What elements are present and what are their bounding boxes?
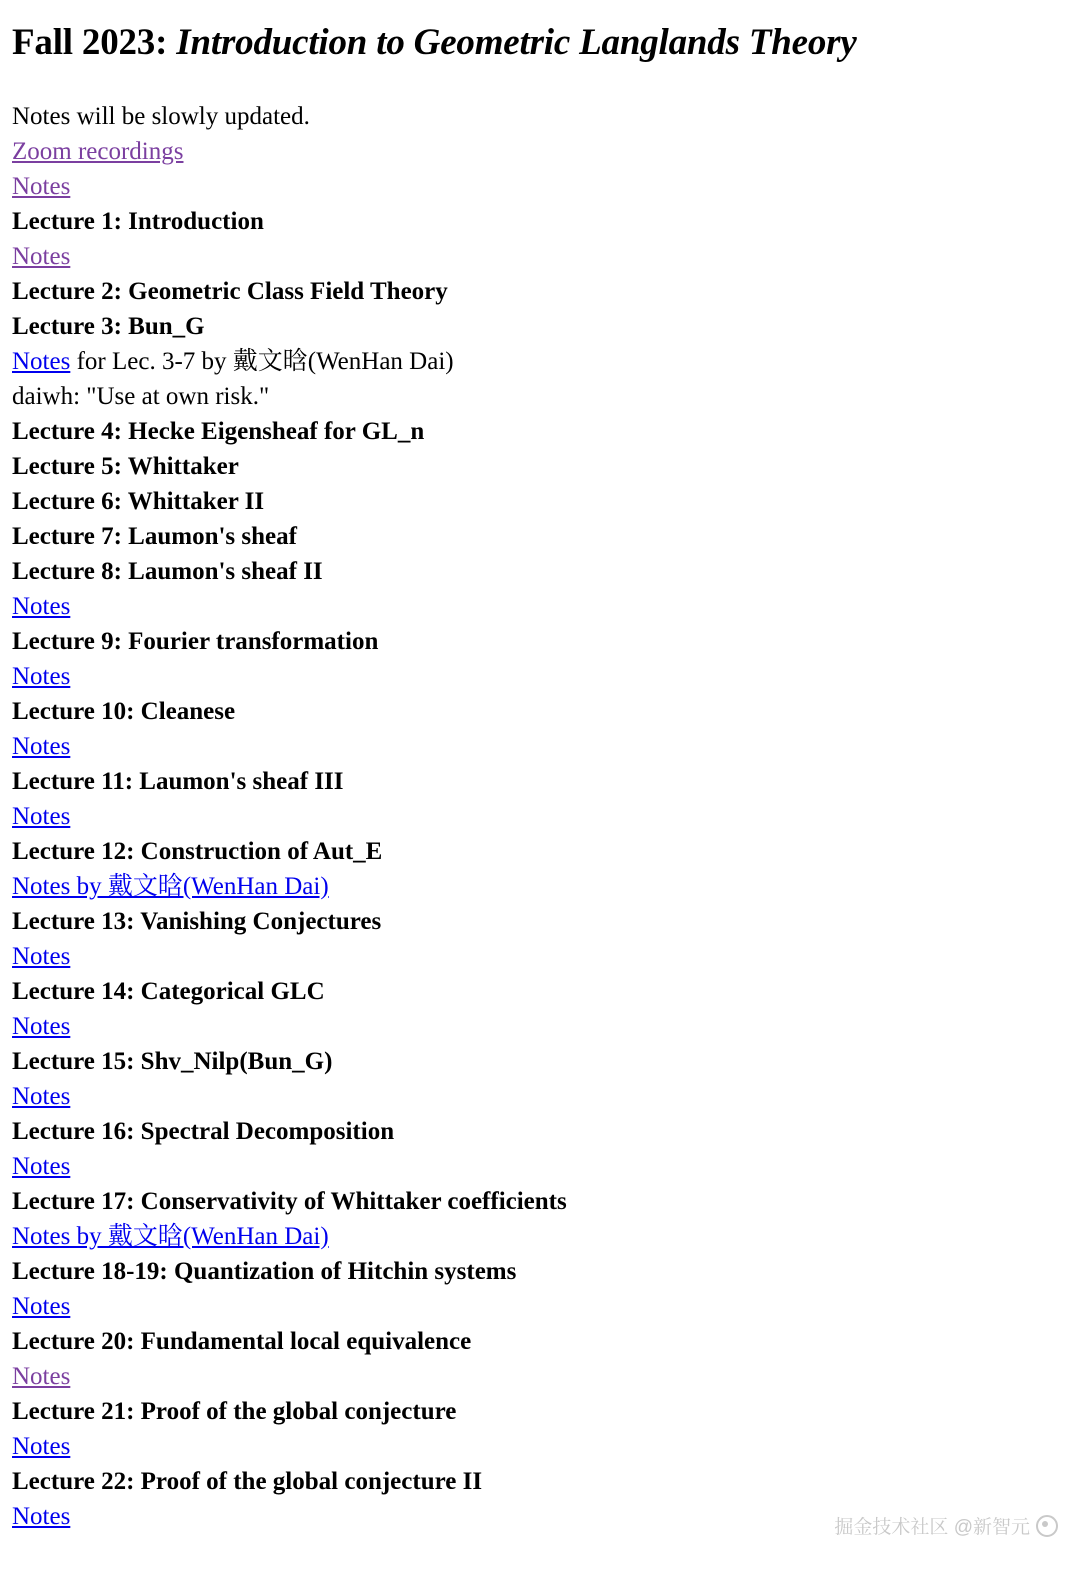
plain-note: daiwh: "Use at own risk."	[12, 382, 270, 410]
notes-line	[12, 1079, 1064, 1114]
lecture-list	[12, 169, 1064, 1534]
lecture-heading: Lecture 18-19: Quantization of Hitchin systems	[12, 1257, 517, 1285]
notes-link[interactable]: Notes	[12, 242, 71, 270]
notes-line	[12, 939, 1064, 974]
notes-line	[12, 589, 1064, 624]
notes-link[interactable]: Notes	[12, 732, 71, 760]
notes-line	[12, 869, 1064, 904]
notes-link[interactable]: Notes	[12, 1012, 71, 1040]
notes-line	[12, 1149, 1064, 1184]
notes-line	[12, 659, 1064, 694]
lecture-heading: Lecture 6: Whittaker II	[12, 487, 265, 515]
notes-link[interactable]: Notes	[12, 1152, 71, 1180]
notes-link[interactable]: Notes	[12, 662, 71, 690]
notes-line	[12, 169, 1064, 204]
intro-note: Notes will be slowly updated.	[12, 102, 310, 130]
lecture-heading: Lecture 20: Fundamental local equivalence	[12, 1327, 472, 1355]
lecture-heading: Lecture 8: Laumon's sheaf II	[12, 557, 323, 585]
lecture-heading: Lecture 9: Fourier transformation	[12, 627, 379, 655]
notes-link[interactable]: Notes	[12, 347, 71, 375]
lecture-heading: Lecture 7: Laumon's sheaf	[12, 522, 297, 550]
lecture-heading: Lecture 22: Proof of the global conjecture II	[12, 1467, 483, 1495]
lecture-heading: Lecture 13: Vanishing Conjectures	[12, 907, 382, 935]
notes-link[interactable]: Notes	[12, 1432, 71, 1460]
notes-link[interactable]: Notes	[12, 1082, 71, 1110]
notes-link[interactable]: Notes	[12, 172, 71, 200]
notes-line	[12, 344, 1064, 379]
notes-link[interactable]: Notes by 戴文晗(WenHan Dai)	[12, 1222, 329, 1250]
notes-line	[12, 1359, 1064, 1394]
lecture-heading: Lecture 12: Construction of Aut_E	[12, 837, 383, 865]
notes-line	[12, 1429, 1064, 1464]
lecture-heading: Lecture 1: Introduction	[12, 207, 264, 235]
notes-line	[12, 1219, 1064, 1254]
watermark-logo-icon	[1036, 1515, 1058, 1537]
lecture-heading: Lecture 14: Categorical GLC	[12, 977, 325, 1005]
page-title	[12, 22, 1064, 65]
notes-line	[12, 1009, 1064, 1044]
lecture-heading: Lecture 21: Proof of the global conjecture	[12, 1397, 457, 1425]
notes-line	[12, 799, 1064, 834]
notes-link[interactable]: Notes	[12, 1362, 71, 1390]
lecture-heading: Lecture 5: Whittaker	[12, 452, 239, 480]
lecture-heading: Lecture 11: Laumon's sheaf III	[12, 767, 344, 795]
lecture-heading: Lecture 17: Conservativity of Whittaker coefficients	[12, 1187, 567, 1215]
notes-link[interactable]: Notes	[12, 1292, 71, 1320]
notes-line	[12, 729, 1064, 764]
lecture-heading: Lecture 16: Spectral Decomposition	[12, 1117, 395, 1145]
page-title-prefix: Fall 2023:	[12, 22, 177, 63]
notes-link[interactable]: Notes	[12, 802, 71, 830]
zoom-recordings-link[interactable]: Zoom recordings	[12, 137, 184, 165]
lecture-heading: Lecture 4: Hecke Eigensheaf for GL_n	[12, 417, 425, 445]
notes-link[interactable]: Notes by 戴文晗(WenHan Dai)	[12, 872, 329, 900]
lecture-heading: Lecture 15: Shv_Nilp(Bun_G)	[12, 1047, 333, 1075]
lecture-heading: Lecture 10: Cleanese	[12, 697, 236, 725]
notes-link[interactable]: Notes	[12, 1502, 71, 1530]
lecture-heading: Lecture 2: Geometric Class Field Theory	[12, 277, 448, 305]
zoom-recordings-line	[12, 134, 1064, 169]
watermark	[834, 1512, 1058, 1539]
notes-link[interactable]: Notes	[12, 592, 71, 620]
notes-suffix-text: for Lec. 3-7 by 戴文晗(WenHan Dai)	[70, 347, 454, 375]
lecture-heading: Lecture 3: Bun_G	[12, 312, 205, 340]
notes-link[interactable]: Notes	[12, 942, 71, 970]
notes-line	[12, 1289, 1064, 1324]
page-title-emphasis: Introduction to Geometric Langlands Theory	[176, 22, 857, 63]
notes-line	[12, 239, 1064, 274]
watermark-text: 掘金技术社区 @新智元	[834, 1517, 1030, 1538]
